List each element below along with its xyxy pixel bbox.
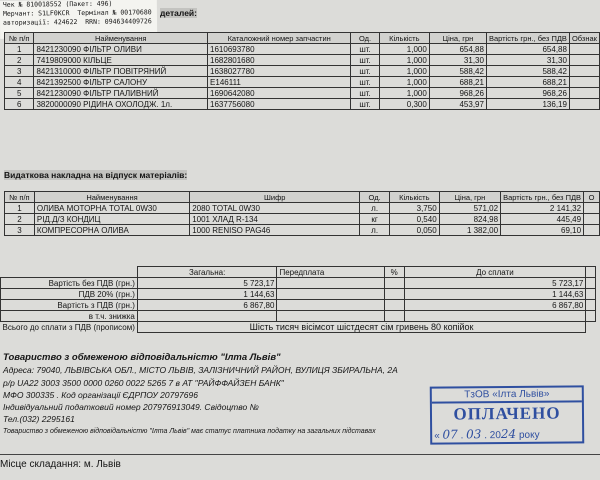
cell-qty: 1,000 [379, 55, 429, 66]
receipt-check: Чек № 810018552 (Пакет: 496) [2, 0, 113, 9]
stamp-paid-text: ОПЛАЧЕНО [453, 403, 561, 424]
totals-row [1, 300, 596, 311]
cell-no: 2 [5, 55, 34, 66]
stamp-day: 07 [442, 427, 458, 442]
cell-unit: шт. [351, 88, 379, 99]
totals-value: 6 867,80 [137, 300, 277, 311]
cell-code: 2080 TOTAL 0W30 [190, 203, 360, 214]
cell-name: 7419809000 КІЛЬЦЕ [34, 55, 208, 66]
cell-name: 8421230090 ФІЛЬТР ОЛИВИ [34, 44, 208, 55]
table-row [5, 44, 600, 55]
cell-cost: 136,19 [486, 99, 569, 110]
cell-name: 8421230090 ФІЛЬТР ПАЛИВНИЙ [34, 88, 208, 99]
cell-extra [569, 99, 599, 110]
cell-unit: шт. [351, 44, 379, 55]
cell-unit: шт. [351, 66, 379, 77]
cell-qty: 3,750 [389, 203, 439, 214]
col-qty: Кількість [389, 192, 439, 203]
receipt-rrn: RRN: 094634409726 [85, 17, 152, 26]
totals-label: Вартість з ПДВ (грн.) [1, 300, 138, 311]
cell-unit: шт. [351, 99, 379, 110]
col-price: Ціна, грн [439, 192, 500, 203]
amount-in-words-row [1, 322, 596, 333]
stamp-company: ТзОВ «Ілта Львів» [432, 387, 582, 403]
totals-due-header: До сплати [404, 267, 586, 278]
table-row [5, 203, 600, 214]
table-row [5, 66, 600, 77]
col-extra: О [584, 192, 600, 203]
place-value: м. Львів [83, 459, 121, 470]
cell-no: 1 [5, 44, 34, 55]
stamp-date: « 07 . 03 . 2024 року [434, 426, 540, 442]
col-catalog: Каталожний номер запчастин [208, 33, 351, 44]
cell-code: 1690642080 [208, 88, 351, 99]
table-row [5, 55, 600, 66]
stamp-month: 03 [466, 427, 482, 442]
receipt-merchant: Мерчант: S1LF0KCR [2, 9, 70, 18]
cell-extra [569, 55, 599, 66]
stamp-year-prefix: 20 [489, 430, 501, 442]
col-unit: Од. [360, 192, 390, 203]
cell-unit: л. [360, 203, 390, 214]
cell-no: 5 [5, 88, 34, 99]
totals-due: 5 723,17 [404, 278, 586, 289]
col-unit: Од. [351, 33, 379, 44]
cell-name: РІД.Д/З КОНДИЦ [34, 214, 189, 225]
cell-code: 1637756080 [208, 99, 351, 110]
cell-code: E146111 [208, 77, 351, 88]
cell-extra [569, 77, 599, 88]
cell-extra [569, 66, 599, 77]
cell-price: 654,88 [429, 44, 486, 55]
cell-qty: 0,050 [389, 225, 439, 236]
totals-due: 1 144,63 [404, 289, 586, 300]
totals-row [1, 278, 596, 289]
materials-header-row [5, 192, 600, 203]
cell-extra [584, 214, 600, 225]
totals-label: в т.ч. знижка [1, 311, 138, 322]
cell-price: 571,02 [439, 203, 500, 214]
col-code: Шифр [190, 192, 360, 203]
cell-extra [584, 203, 600, 214]
table-row [5, 88, 600, 99]
company-details [3, 352, 398, 438]
cell-price: 688,21 [429, 77, 486, 88]
cell-cost: 654,88 [486, 44, 569, 55]
totals-label: ПДВ 20% (грн.) [1, 289, 138, 300]
table-row [5, 99, 600, 110]
company-address: Адреса: 79040, ЛЬВІВСЬКА ОБЛ., МІСТО ЛЬВІВ, ЗАЛІЗНИЧНИЙ РАЙОН, ВУЛИЦЯ ЗБИРАЛЬНА, 2А [3, 365, 398, 376]
totals-row [1, 311, 596, 322]
cell-code: 1000 RENISO PAG46 [190, 225, 360, 236]
table-row [5, 225, 600, 236]
cell-price: 453,97 [429, 99, 486, 110]
services-section-title: деталей: [160, 8, 197, 18]
cell-unit: шт. [351, 55, 379, 66]
cell-extra [584, 225, 600, 236]
cell-no: 2 [5, 214, 35, 225]
cell-qty: 0,540 [389, 214, 439, 225]
totals-header-row [1, 267, 596, 278]
place-of-issue [0, 454, 600, 480]
materials-table [4, 191, 600, 236]
cell-code: 1682801680 [208, 55, 351, 66]
cell-cost: 445,49 [501, 214, 584, 225]
cell-cost: 69,10 [501, 225, 584, 236]
cell-cost: 968,26 [486, 88, 569, 99]
company-iban: р/р UA22 3003 3500 0000 0260 0022 5265 7 в АТ "РАЙФФАЙЗЕН БАНК" [3, 377, 284, 388]
company-name: Товариство з обмеженою відповідальністю "Ілта Львів" [3, 352, 281, 363]
cell-no: 3 [5, 66, 34, 77]
cell-qty: 1,000 [379, 77, 429, 88]
company-mfo: МФО 300335 . Код організації ЄДРПОУ 20797696 [3, 389, 198, 400]
col-qty: Кількість [379, 33, 429, 44]
company-tax-status: Товариство з обмеженою відповідальністю "Ілта Львів" має статус платника податку на загальних підставах [3, 427, 376, 435]
cell-cost: 2 141,32 [501, 203, 584, 214]
cell-code: 1610693780 [208, 44, 351, 55]
col-price: Ціна, грн [429, 33, 486, 44]
place-label: Місце складання: [0, 459, 82, 470]
totals-label: Вартість без ПДВ (грн.) [1, 278, 138, 289]
cell-extra [569, 88, 599, 99]
cell-cost: 688,21 [486, 77, 569, 88]
col-no: № п/п [5, 33, 34, 44]
cell-price: 588,42 [429, 66, 486, 77]
cell-qty: 0,300 [379, 99, 429, 110]
cell-unit: кг [360, 214, 390, 225]
totals-value: 1 144,63 [137, 289, 277, 300]
col-name: Найменування [34, 33, 208, 44]
cell-name: 8421392500 ФІЛЬТР САЛОНУ [34, 77, 208, 88]
parts-table [4, 32, 600, 110]
col-name: Найменування [34, 192, 189, 203]
company-tax-number: Індивідуальний податковий номер 207976913049. Свідоцтво № [3, 402, 259, 413]
cell-code: 1001 ХЛАД R-134 [190, 214, 360, 225]
totals-prepay-header: Передплата [277, 267, 384, 278]
col-no: № п/п [5, 192, 35, 203]
totals-table [0, 266, 596, 333]
cell-qty: 1,000 [379, 66, 429, 77]
stamp-year-hand: 24 [500, 426, 517, 442]
materials-section-title: Видаткова накладна на відпуск матеріалів: [4, 170, 188, 180]
parts-header-row [5, 33, 600, 44]
cell-extra [569, 44, 599, 55]
col-extra: Обзнак [569, 33, 599, 44]
col-cost: Вартість грн., без ПДВ [486, 33, 569, 44]
cell-unit: шт. [351, 77, 379, 88]
totals-percent-header: % [384, 267, 404, 278]
totals-row [1, 289, 596, 300]
cell-price: 968,26 [429, 88, 486, 99]
cell-name: ОЛИВА МОТОРНА TOTAL 0W30 [34, 203, 189, 214]
company-phone: Тел.(032) 2295161 [3, 414, 75, 425]
totals-due: 6 867,80 [404, 300, 586, 311]
totals-value: 5 723,17 [137, 278, 277, 289]
receipt-terminal: Термінал № 00170680 [77, 8, 152, 18]
cell-code: 1638027780 [208, 66, 351, 77]
col-cost: Вартість грн., без ПДВ [501, 192, 584, 203]
cell-price: 824,98 [439, 214, 500, 225]
cell-cost: 588,42 [486, 66, 569, 77]
receipt-auth: авторизації: 424622 [2, 18, 78, 27]
totals-total-header: Загальна: [137, 267, 277, 278]
cell-price: 1 382,00 [439, 225, 500, 236]
cell-unit: л. [360, 225, 390, 236]
cell-no: 4 [5, 77, 34, 88]
cell-price: 31,30 [429, 55, 486, 66]
cell-no: 6 [5, 99, 34, 110]
table-row [5, 214, 600, 225]
amount-in-words: Шість тисяч вісімсот шістдесят сім гривень 80 копійок [137, 322, 585, 333]
cell-name: КОМПРЕСОРНА ОЛИВА [34, 225, 189, 236]
paid-stamp [430, 385, 585, 444]
table-row [5, 77, 600, 88]
stamp-year-suffix: року [518, 429, 540, 441]
amount-in-words-label: Всього до сплати з ПДВ (прописом) [2, 322, 135, 332]
cell-no: 3 [5, 225, 35, 236]
cell-no: 1 [5, 203, 35, 214]
stamp-date-prefix: « [434, 430, 440, 442]
cell-name: 8421310000 ФІЛЬТР ПОВІТРЯНИЙ [34, 66, 208, 77]
cell-name: 3820000090 РІДИНА ОХОЛОДЖ. 1л. [34, 99, 208, 110]
cell-qty: 1,000 [379, 44, 429, 55]
cell-cost: 31,30 [486, 55, 569, 66]
cell-qty: 1,000 [379, 88, 429, 99]
